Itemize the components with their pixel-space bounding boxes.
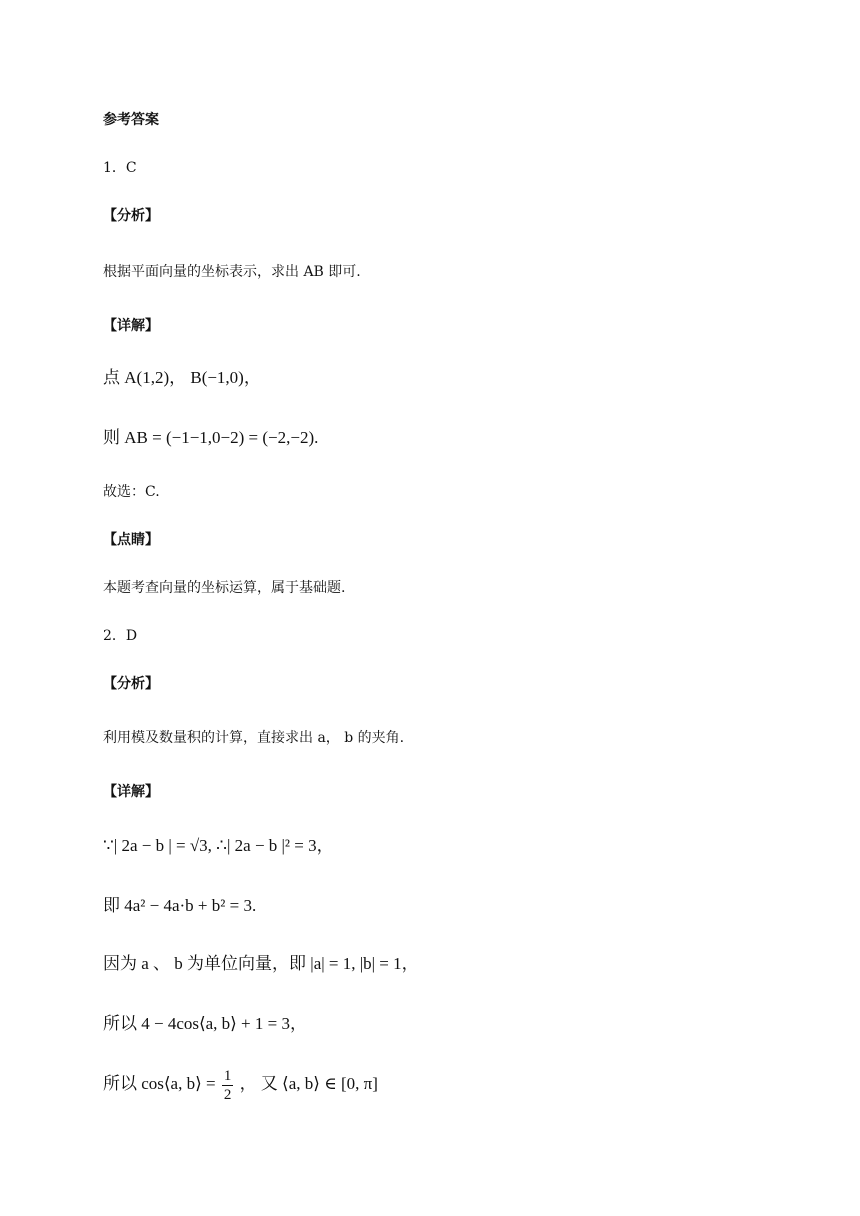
q2-detail-line2: 即 4a² − 4a·b + b² = 3. — [103, 896, 257, 915]
fraction-one-half — [222, 1067, 234, 1104]
question-2-number: 2．D — [103, 628, 138, 644]
question-1-number: 1．C — [103, 160, 137, 176]
q2-detail-line3: 因为 a 、 b 为单位向量，即 |a| = 1, |b| = 1， — [103, 954, 419, 973]
fraction-numerator: 1 — [223, 1067, 232, 1084]
q1-analysis-text: 根据平面向量的坐标表示，求出 AB 即可. — [103, 264, 361, 280]
q2-analysis-text: 利用模及数量积的计算，直接求出 a， b 的夹角. — [103, 730, 405, 746]
q1-comment-tag: 【点睛】 — [103, 532, 159, 548]
q1-detail-tag: 【详解】 — [103, 318, 159, 334]
q1-detail-line1: 点 A(1,2)， B(−1,0)， — [103, 368, 261, 387]
q1-answer-choice: 故选：C. — [103, 484, 160, 500]
q1-analysis-tag: 【分析】 — [103, 208, 159, 224]
q2-line5-prefix: 所以 cos⟨a, b⟩ = — [103, 1074, 216, 1093]
q2-detail-line5 — [103, 1064, 378, 1104]
q2-detail-line1: ∵| 2a − b | = √3, ∴| 2a − b |² = 3， — [103, 836, 334, 855]
q2-line5-suffix: ， 又 ⟨a, b⟩ ∈ [0, π] — [239, 1074, 378, 1093]
q1-detail-line2: 则 AB = (−1−1,0−2) = (−2,−2). — [103, 428, 319, 447]
q2-detail-line4: 所以 4 − 4cos⟨a, b⟩ + 1 = 3， — [103, 1014, 307, 1033]
q2-detail-tag: 【详解】 — [103, 784, 159, 800]
answers-heading: 参考答案 — [103, 112, 159, 128]
q1-comment-text: 本题考查向量的坐标运算，属于基础题. — [103, 580, 346, 596]
fraction-denominator: 2 — [223, 1086, 232, 1103]
q2-analysis-tag: 【分析】 — [103, 676, 159, 692]
